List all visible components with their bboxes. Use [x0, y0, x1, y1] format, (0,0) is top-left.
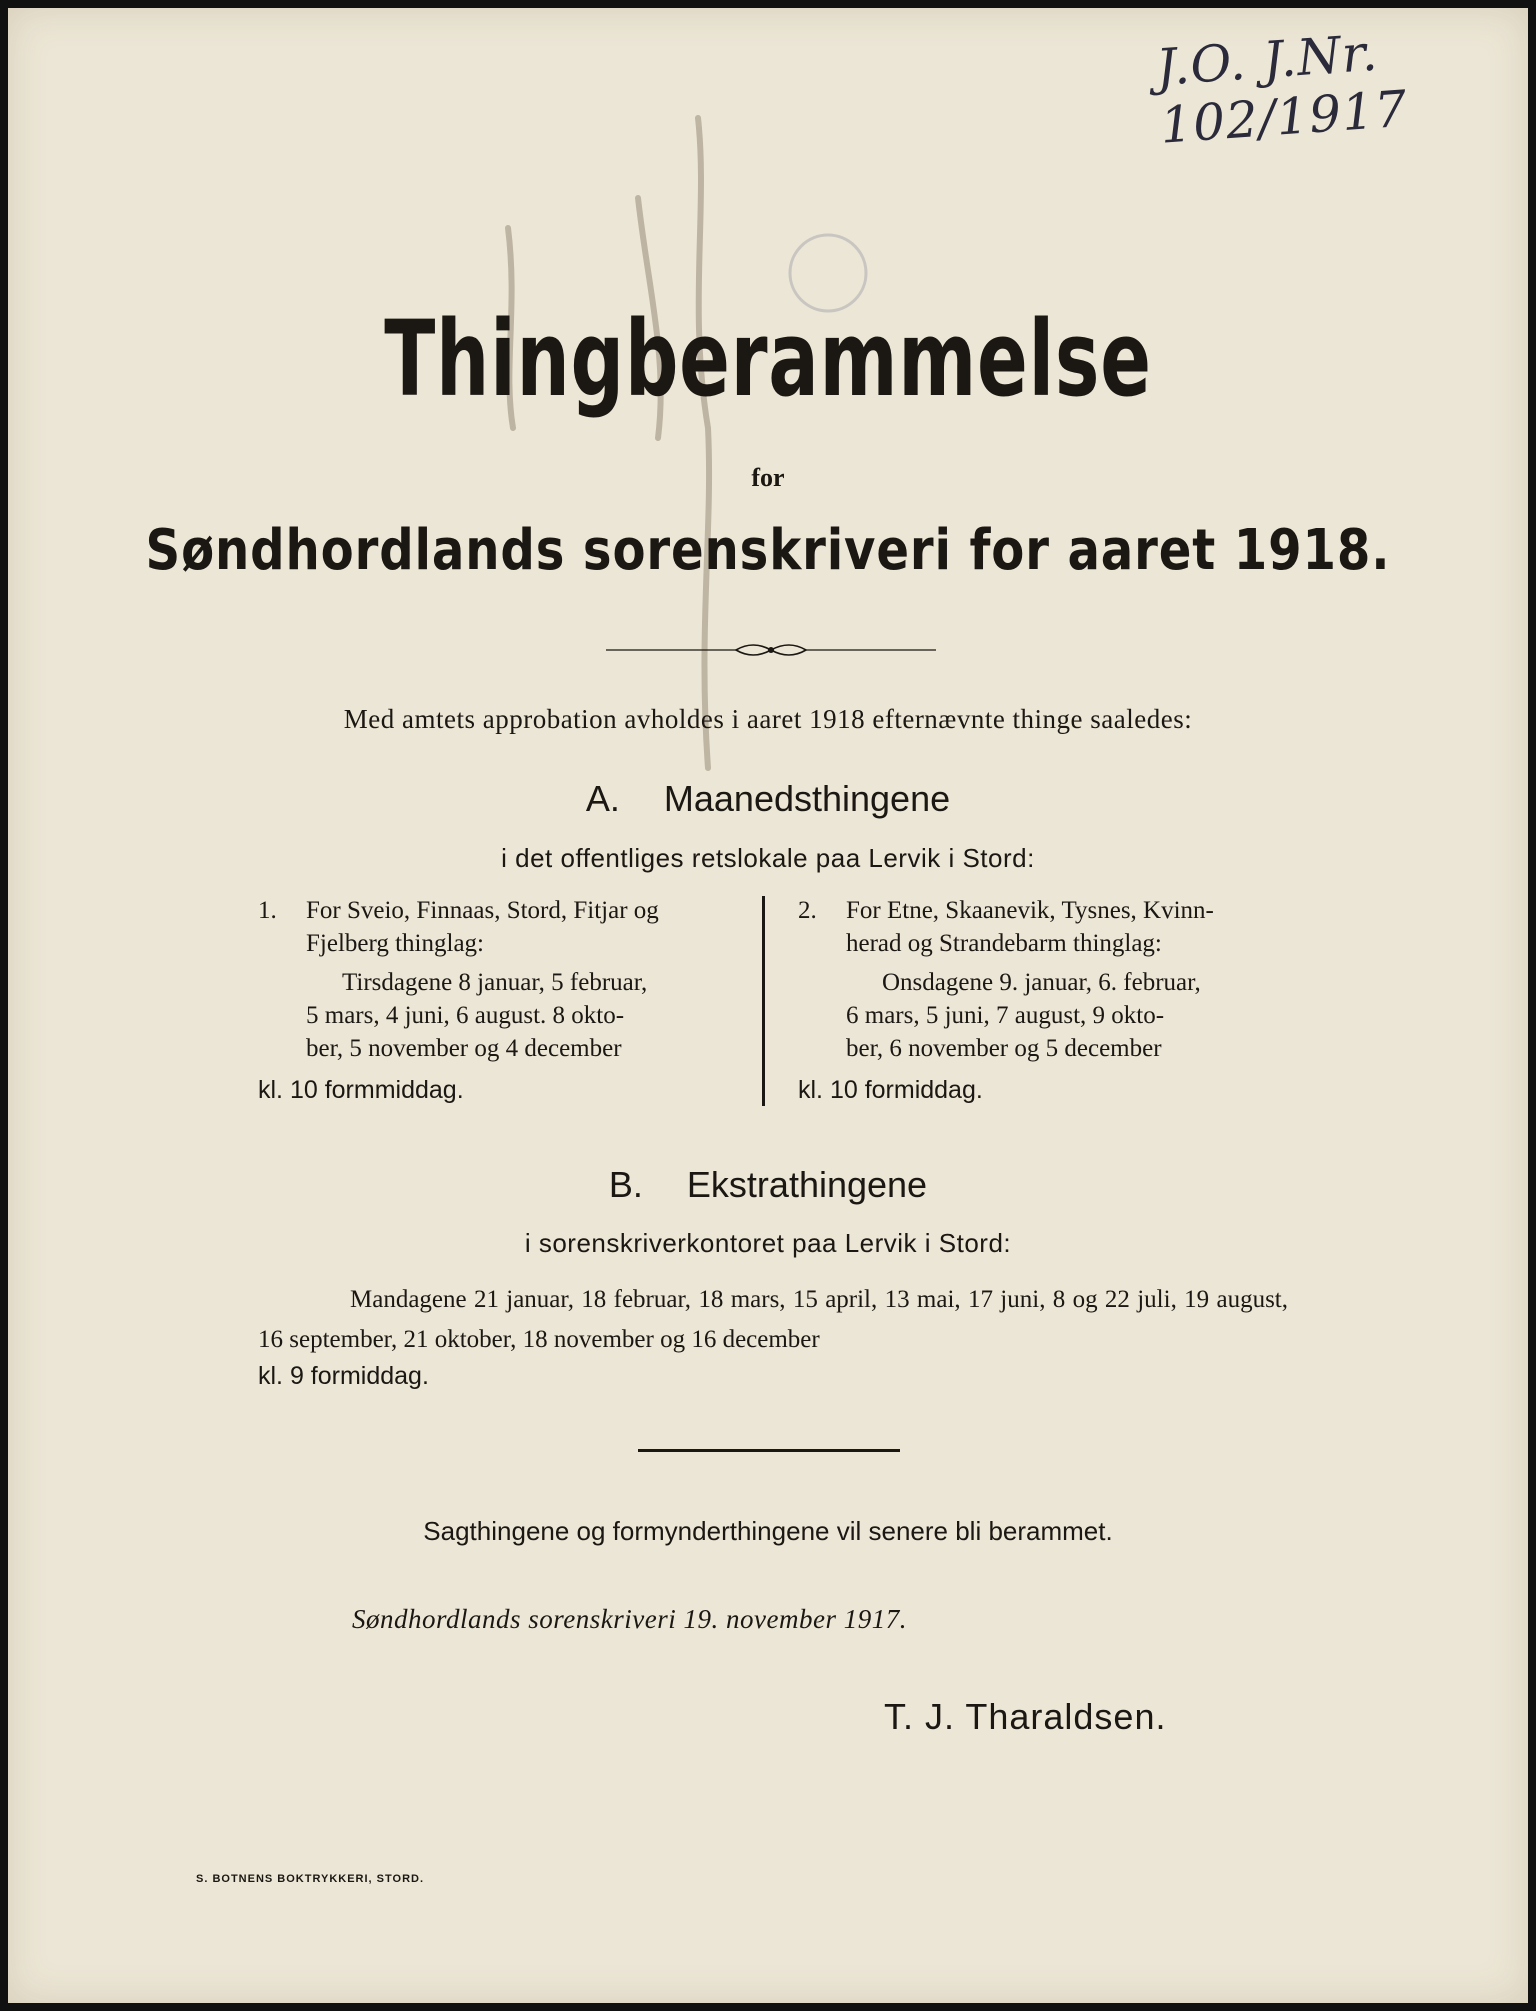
column-2-districts-line2: herad og Strandebarm thinglag:: [846, 930, 1162, 957]
section-a-title: Maanedsthingene: [663, 778, 951, 819]
section-a-column-2: [798, 894, 1298, 1065]
section-b-location: i sorenskriverkontoret paa Lervik i Stord:: [524, 1228, 1012, 1258]
document-title: Thingberammelse: [384, 298, 1152, 420]
column-2-dates-line1: Onsdagene 9. januar, 6. februar,: [882, 969, 1201, 996]
ornament-divider: [606, 638, 936, 662]
intro-text: Med amtets approbation avholdes i aaret 1918 efternævnte thinge saaledes:: [343, 704, 1193, 734]
dateline: Søndhordlands sorenskriveri 19. november 1917.: [352, 1604, 907, 1634]
handwritten-reference-note: J.O. J.Nr. 102/1917: [1154, 23, 1410, 155]
column-1-districts-line1: For Sveio, Finnaas, Stord, Fitjar og: [306, 897, 659, 924]
column-1-dates-line1: Tirsdagene 8 januar, 5 februar,: [342, 969, 648, 996]
column-divider: [762, 896, 765, 1106]
column-2-dates-line2: 6 mars, 5 juni, 7 august, 9 okto-: [846, 1002, 1165, 1029]
section-b-heading: [8, 1164, 1528, 1206]
section-a-heading: [8, 778, 1528, 820]
section-b-title: Ekstrathingene: [686, 1164, 928, 1205]
document-page: [8, 8, 1528, 2003]
column-1-districts-line2: Fjelberg thinglag:: [306, 930, 484, 957]
closing-note: Sagthingene og formynderthingene vil senere bli berammet.: [423, 1516, 1113, 1546]
signature: T. J. Tharaldsen.: [884, 1696, 1167, 1737]
document-subtitle: Søndhordlands sorenskriveri for aaret 1918.: [145, 518, 1391, 583]
section-a-letter: A.: [585, 778, 620, 819]
column-1-dates-line3: ber, 5 november og 4 december: [306, 1035, 622, 1062]
section-b-body: Mandagene 21 januar, 18 februar, 18 mars, 15 april, 13 mai, 17 juni, 8 og 22 juli, 19 august, 16 september, 21 oktober, 18 november og 16 december: [258, 1286, 1288, 1353]
column-2-number: 2.: [798, 897, 817, 924]
for-word: for: [751, 463, 785, 492]
column-2-districts-line1: For Etne, Skaanevik, Tysnes, Kvinn-: [846, 897, 1214, 924]
column-1-number: 1.: [258, 897, 277, 924]
column-2-dates-line3: ber, 6 november og 5 december: [846, 1035, 1162, 1062]
column-1-time: kl. 10 formmiddag.: [258, 1076, 464, 1104]
section-a-column-1: [258, 894, 758, 1065]
horizontal-rule: [638, 1449, 900, 1452]
section-a-location: i det offentliges retslokale paa Lervik i Stord:: [501, 843, 1035, 873]
column-1-dates-line2: 5 mars, 4 juni, 6 august. 8 okto-: [306, 1002, 625, 1029]
section-b-letter: B.: [608, 1164, 643, 1205]
printer-imprint: S. BOTNENS BOKTRYKKERI, STORD.: [196, 1873, 425, 1885]
section-b-time: kl. 9 formiddag.: [258, 1362, 429, 1390]
column-2-time: kl. 10 formiddag.: [798, 1076, 983, 1104]
